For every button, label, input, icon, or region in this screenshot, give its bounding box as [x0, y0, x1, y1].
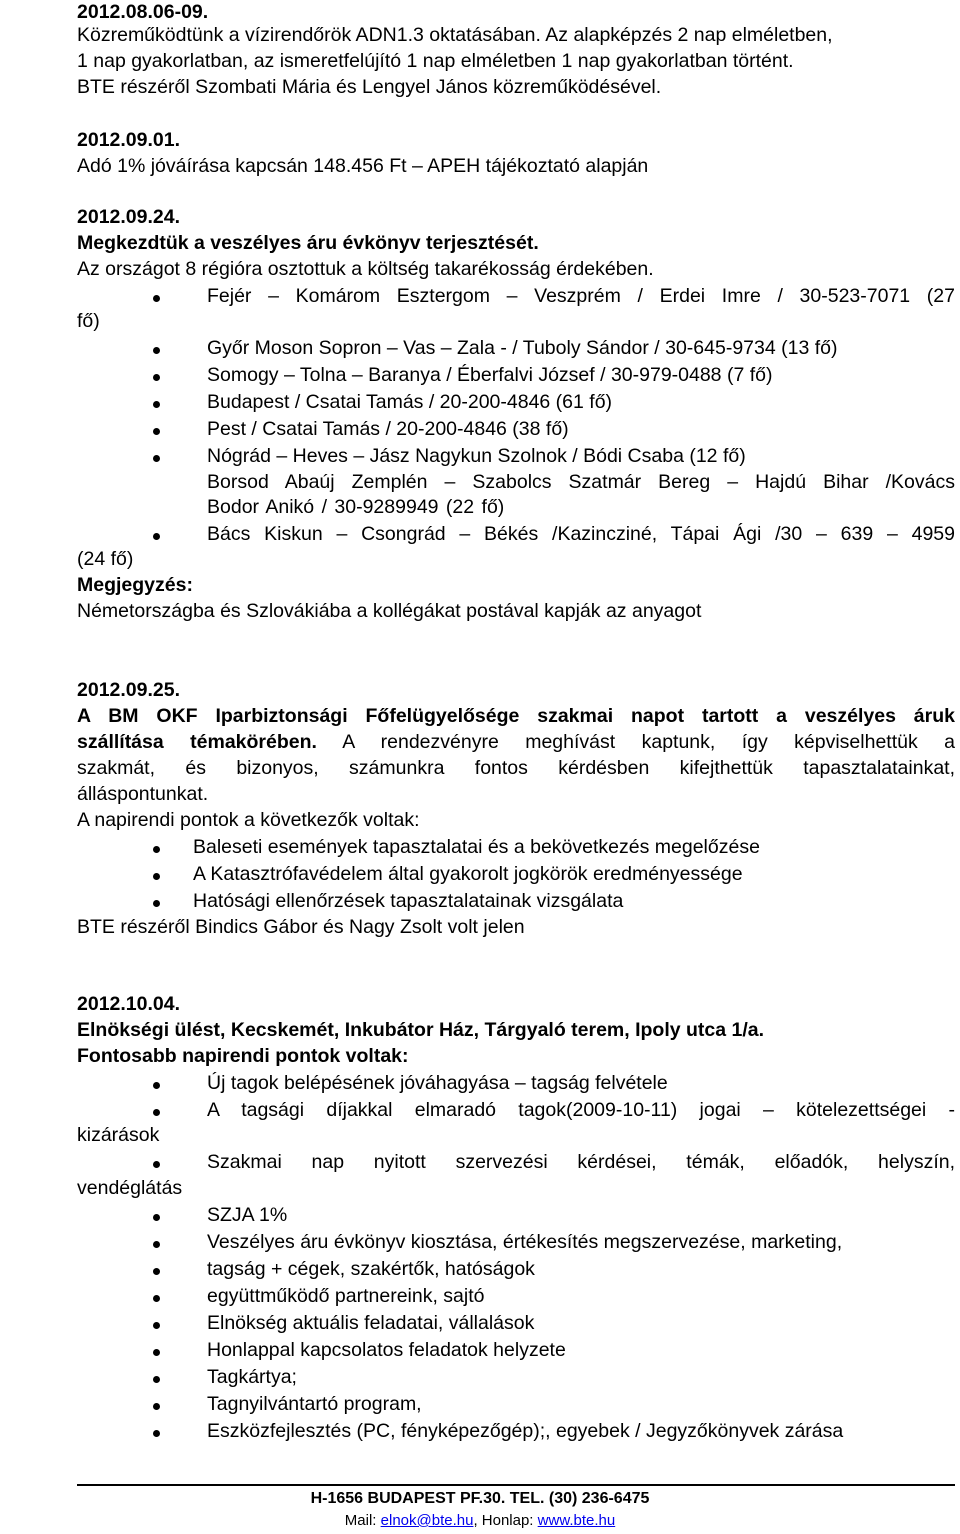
list-item: Új tagok belépésének jóváhagyása – tagság felvétele — [207, 1072, 668, 1094]
bullet-icon — [153, 455, 160, 462]
bullet-icon — [153, 1161, 160, 1168]
section-date: 2012.10.04. — [77, 993, 181, 1015]
section-date: 2012.09.01. — [77, 129, 181, 151]
list-item: Szakmai nap nyitott szervezési kérdései, témák, előadók, helyszín, — [207, 1151, 955, 1173]
bullet-icon — [153, 1403, 160, 1410]
section-title: Elnökségi ülést, Kecskemét, Inkubátor Ház, Tárgyaló terem, Ipoly utca 1/a. — [77, 1019, 765, 1041]
list-item: Győr Moson Sopron – Vas – Zala - / Tuboly Sándor / 30-645-9734 (13 fő) — [207, 337, 838, 359]
bullet-icon — [153, 1322, 160, 1329]
list-item: Budapest / Csatai Tamás / 20-200-4846 (61 fő) — [207, 391, 613, 413]
section-title: A BM OKF Iparbiztonsági Főfelügyelősége szakmai napot tartott a veszélyes áruk — [77, 705, 955, 727]
footer-contact — [0, 1511, 960, 1531]
bullet-icon — [153, 428, 160, 435]
bullet-icon — [153, 1430, 160, 1437]
bullet-icon — [153, 846, 160, 853]
paragraph-line: Az országot 8 régióra osztottuk a költség takarékosság érdekében. — [77, 258, 654, 280]
section-title: Megkezdtük a veszélyes áru évkönyv terjesztését. — [77, 232, 539, 254]
bullet-icon — [153, 1295, 160, 1302]
paragraph-text: A rendezvényre meghívást kaptunk, így képviselhettük a — [316, 731, 955, 753]
section-date: 2012.08.06-09. — [77, 1, 209, 23]
list-item-continuation: Bodor Anikó / 30-9289949 (22 fő) — [207, 496, 505, 518]
list-item: SZJA 1% — [207, 1204, 288, 1226]
paragraph-line — [77, 729, 955, 755]
section-title-end: szállítása témakörében. — [77, 731, 317, 753]
paragraph-line: álláspontunkat. — [77, 783, 209, 805]
note-label: Megjegyzés: — [77, 574, 193, 596]
list-item: Baleseti események tapasztalatai és a bekövetkezés megelőzése — [193, 836, 760, 858]
list-item: Honlappal kapcsolatos feladatok helyzete — [207, 1339, 566, 1361]
list-item: A tagsági díjakkal elmaradó tagok(2009-10-11) jogai – kötelezettségei - — [207, 1099, 955, 1121]
list-item: Tagnyilvántartó program, — [207, 1393, 422, 1415]
list-item: Hatósági ellenőrzések tapasztalatainak vizsgálata — [193, 890, 624, 912]
list-item: Bács Kiskun – Csongrád – Békés /Kazincziné, Tápai Ági /30 – 639 – 4959 — [207, 523, 955, 545]
list-item: A Katasztrófavédelem által gyakorolt jogkörök eredményessége — [193, 863, 743, 885]
bullet-icon — [153, 401, 160, 408]
list-item-continuation: vendéglátás — [77, 1177, 183, 1199]
paragraph-line: BTE részéről Szombati Mária és Lengyel János közreműködésével. — [77, 76, 662, 98]
bullet-icon — [153, 533, 160, 540]
list-item: Nógrád – Heves – Jász Nagykun Szolnok / Bódi Csaba (12 fő) — [207, 445, 746, 467]
list-item-continuation: (24 fő) — [77, 548, 134, 570]
list-item: Veszélyes áru évkönyv kiosztása, értékesítés megszervezése, marketing, — [207, 1231, 843, 1253]
paragraph-line: A napirendi pontok a következők voltak: — [77, 809, 420, 831]
bullet-icon — [153, 873, 160, 880]
list-item: Somogy – Tolna – Baranya / Éberfalvi József / 30-979-0488 (7 fő) — [207, 364, 773, 386]
paragraph-line: 1 nap gyakorlatban, az ismeretfelújító 1 nap elméletben 1 nap gyakorlatban történt. — [77, 50, 794, 72]
paragraph-line: szakmát, és bizonyos, számunkra fontos kérdésben kifejthettük tapasztalatainkat, — [77, 757, 955, 779]
list-item: Pest / Csatai Tamás / 20-200-4846 (38 fő) — [207, 418, 569, 440]
bullet-icon — [153, 1082, 160, 1089]
footer-divider — [77, 1484, 955, 1486]
mail-label: Mail: — [344, 1512, 381, 1529]
bullet-icon — [153, 1214, 160, 1221]
footer-address: H-1656 BUDAPEST PF.30. TEL. (30) 236-6475 — [310, 1490, 650, 1507]
web-link[interactable]: www.bte.hu — [537, 1512, 616, 1529]
list-item-continuation: fő) — [77, 310, 100, 332]
bullet-icon — [153, 900, 160, 907]
bullet-icon — [153, 347, 160, 354]
list-item: együttműködő partnereink, sajtó — [207, 1285, 485, 1307]
web-label: , Honlap: — [473, 1512, 538, 1529]
bullet-icon — [153, 1241, 160, 1248]
mail-link[interactable]: elnok@bte.hu — [380, 1512, 474, 1529]
paragraph-line: Adó 1% jóváírása kapcsán 148.456 Ft – APEH tájékoztató alapján — [77, 155, 649, 177]
list-item: tagság + cégek, szakértők, hatóságok — [207, 1258, 535, 1280]
list-item: Borsod Abaúj Zemplén – Szabolcs Szatmár Bereg – Hajdú Bihar /Kovács — [207, 471, 955, 493]
bullet-icon — [153, 1109, 160, 1116]
list-item-continuation: kizárások — [77, 1124, 160, 1146]
bullet-icon — [153, 1268, 160, 1275]
paragraph-line: BTE részéről Bindics Gábor és Nagy Zsolt volt jelen — [77, 916, 525, 938]
paragraph-line: Közreműködtünk a vízirendőrök ADN1.3 oktatásában. Az alapképzés 2 nap elméletben, — [77, 24, 833, 46]
bullet-icon — [153, 1376, 160, 1383]
list-item: Elnökség aktuális feladatai, vállalások — [207, 1312, 535, 1334]
list-item: Eszközfejlesztés (PC, fényképezőgép);, egyebek / Jegyzőkönyvek zárása — [207, 1420, 844, 1442]
section-subtitle: Fontosabb napirendi pontok voltak: — [77, 1045, 409, 1067]
list-item: Fejér – Komárom Esztergom – Veszprém / Erdei Imre / 30-523-7071 (27 — [207, 285, 955, 307]
bullet-icon — [153, 295, 160, 302]
bullet-icon — [153, 374, 160, 381]
section-date: 2012.09.25. — [77, 679, 181, 701]
bullet-icon — [153, 1349, 160, 1356]
list-item: Tagkártya; — [207, 1366, 297, 1388]
section-date: 2012.09.24. — [77, 206, 181, 228]
note-text: Németországba és Szlovákiába a kollégákat postával kapják az anyagot — [77, 600, 702, 622]
